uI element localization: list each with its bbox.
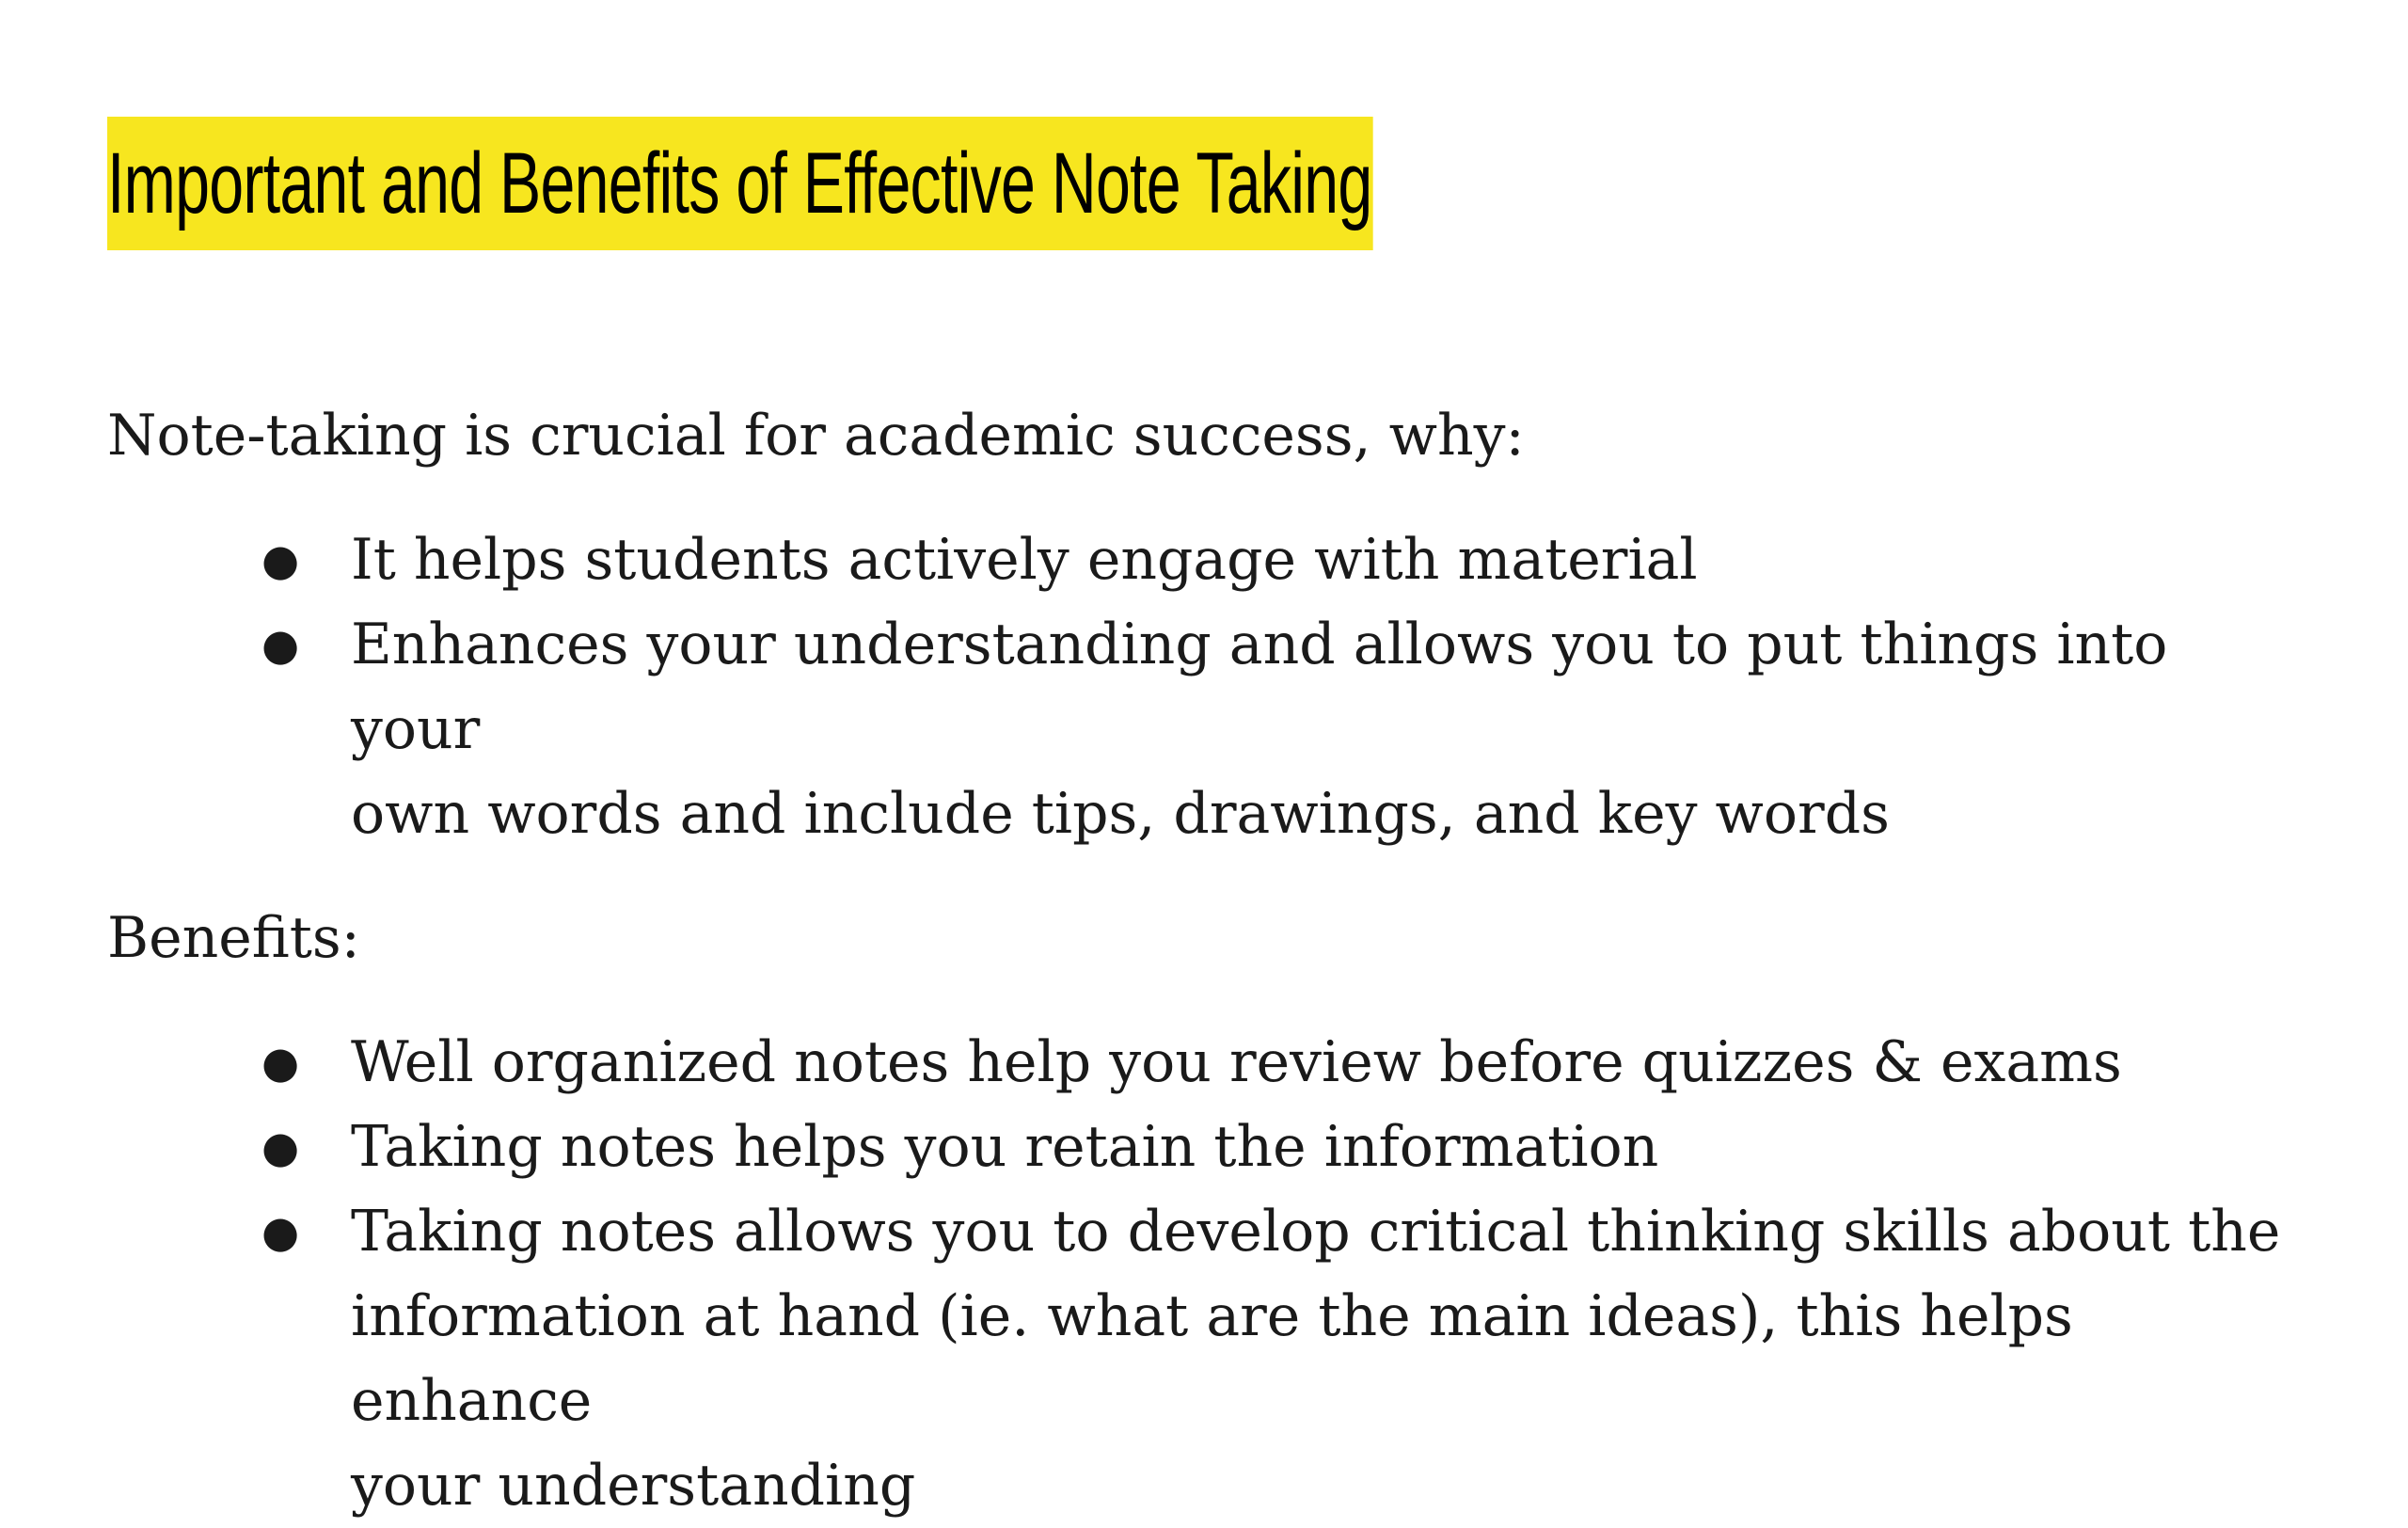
wrapped-line: Enhances your understanding and allows you to put things into your: [351, 612, 2168, 762]
why-list: [107, 517, 2308, 856]
list-item-text: Well organized notes help you review before quizzes & exams: [351, 1029, 2122, 1095]
bullet-icon: ●: [261, 1122, 300, 1172]
benefits-heading: Benefits:: [107, 905, 360, 971]
slide-body: [107, 393, 2308, 1528]
bullet-icon: ●: [261, 534, 300, 585]
wrapped-line: Taking notes allows you to develop critical thinking skills about the: [351, 1199, 2281, 1265]
list-item: [107, 1020, 2308, 1105]
wrapped-line: information at hand (ie. what are the main ideas), this helps enhance: [351, 1283, 2073, 1434]
wrapped-line: your understanding: [351, 1453, 916, 1519]
list-item: [107, 1189, 2308, 1528]
list-item: [107, 602, 2308, 856]
bullet-icon: ●: [261, 1206, 300, 1257]
list-item-text: It helps students actively engage with material: [351, 527, 1698, 593]
wrapped-line: own words and include tips, drawings, and key words: [351, 781, 1890, 847]
title-wrap: [107, 117, 1865, 250]
list-item: [107, 1105, 2308, 1189]
list-item-text: Taking notes helps you retain the information: [351, 1114, 1659, 1180]
list-item: [107, 517, 2308, 602]
bullet-icon: ●: [261, 1037, 300, 1088]
benefits-list: [107, 1020, 2308, 1528]
list-item-text: [351, 602, 2308, 856]
intro-text: Note-taking is crucial for academic success, why:: [107, 403, 1525, 469]
list-item-text: [351, 1189, 2308, 1528]
slide-title: Important and Benefits of Effective Note Taking: [107, 117, 1373, 250]
bullet-icon: ●: [261, 619, 300, 670]
